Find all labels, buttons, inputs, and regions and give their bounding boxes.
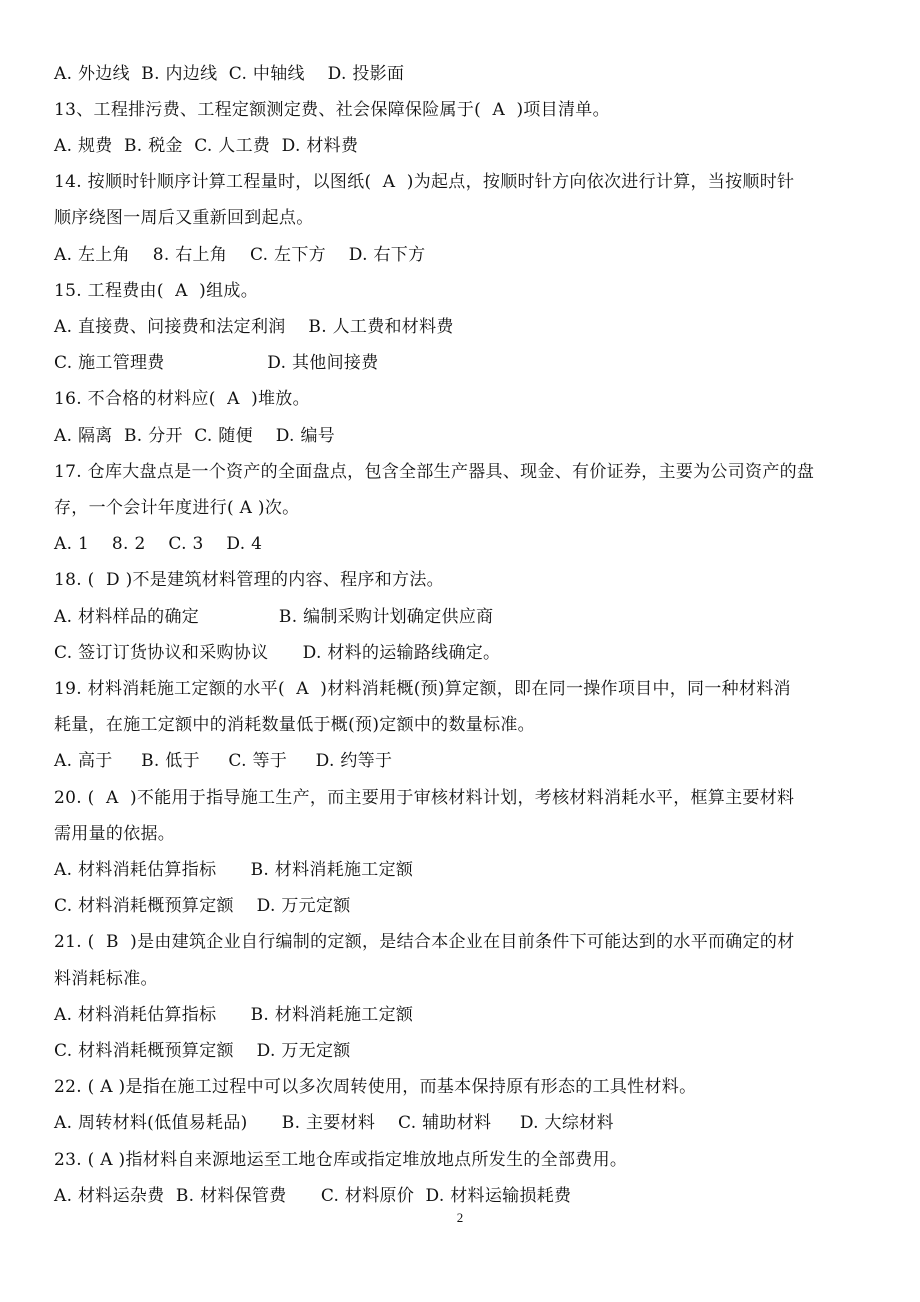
- text-line: 16. 不合格的材料应( A )堆放。: [54, 389, 310, 409]
- text-line: C. 签订订货协议和采购协议 D. 材料的运输路线确定。: [54, 643, 501, 663]
- text-line: A. 隔离 B. 分开 C. 随便 D. 编号: [54, 426, 336, 446]
- text-line: 22. ( A )是指在施工过程中可以多次周转使用，而基本保持原有形态的工具性材料。: [54, 1077, 697, 1097]
- text-line: 耗量，在施工定额中的消耗数量低于概(预)定额中的数量标准。: [54, 715, 535, 735]
- text-line: 23. ( A )指材料自来源地运至工地仓库或指定堆放地点所发生的全部费用。: [54, 1150, 628, 1170]
- text-line: A. 周转材料(低值易耗品) B. 主要材料 C. 辅助材料 D. 大综材料: [54, 1113, 614, 1133]
- text-line: 需用量的依据。: [54, 824, 176, 844]
- text-line: 17. 仓库大盘点是一个资产的全面盘点，包含全部生产器具、现金、有价证券，主要为公司资产的盘: [54, 462, 815, 482]
- text-line: 20. ( A )不能用于指导施工生产，而主要用于审核材料计划，考核材料消耗水平，框算主要材料: [54, 788, 795, 808]
- text-line: 18. ( D )不是建筑材料管理的内容、程序和方法。: [54, 570, 444, 590]
- text-line: A. 材料运杂费 B. 材料保管费 C. 材料原价 D. 材料运输损耗费: [54, 1186, 572, 1206]
- text-line: 13、工程排污费、工程定额测定费、社会保障保险属于( A )项目清单。: [54, 100, 610, 120]
- text-line: C. 施工管理费 D. 其他间接费: [54, 353, 379, 373]
- text-line: A. 材料消耗估算指标 B. 材料消耗施工定额: [54, 860, 414, 880]
- text-line: A. 高于 B. 低于 C. 等于 D. 约等于: [54, 751, 393, 771]
- text-line: A. 材料消耗估算指标 B. 材料消耗施工定额: [54, 1005, 414, 1025]
- text-line: C. 材料消耗概预算定额 D. 万元定额: [54, 896, 351, 916]
- text-line: A. 规费 B. 税金 C. 人工费 D. 材料费: [54, 136, 359, 156]
- text-line: 14. 按顺时针顺序计算工程量时，以图纸( A )为起点，按顺时针方向依次进行计算，当按顺时针: [54, 172, 795, 192]
- text-line: A. 直接费、问接费和法定利润 B. 人工费和材料费: [54, 317, 454, 337]
- text-line: 料消耗标准。: [54, 969, 158, 989]
- text-line: A. 材料样品的确定 B. 编制采购计划确定供应商: [54, 607, 494, 627]
- text-line: A. 外边线 B. 内边线 C. 中轴线 D. 投影面: [54, 64, 405, 84]
- text-line: 顺序绕图一周后又重新回到起点。: [54, 208, 314, 228]
- page-number: 2: [456, 1210, 464, 1225]
- text-line: C. 材料消耗概预算定额 D. 万无定额: [54, 1041, 351, 1061]
- text-line: A. 1 8. 2 C. 3 D. 4: [54, 534, 263, 554]
- text-line: 存，一个会计年度进行( A )次。: [54, 498, 300, 518]
- text-line: 15. 工程费由( A )组成。: [54, 281, 258, 301]
- text-line: A. 左上角 8. 右上角 C. 左下方 D. 右下方: [54, 245, 426, 265]
- text-line: 19. 材料消耗施工定额的水平( A )材料消耗概(预)算定额，即在同一操作项目中，同一种材料消: [54, 679, 791, 699]
- text-line: 21. ( B )是由建筑企业自行编制的定额，是结合本企业在目前条件下可能达到的水平而确定的材: [54, 932, 795, 952]
